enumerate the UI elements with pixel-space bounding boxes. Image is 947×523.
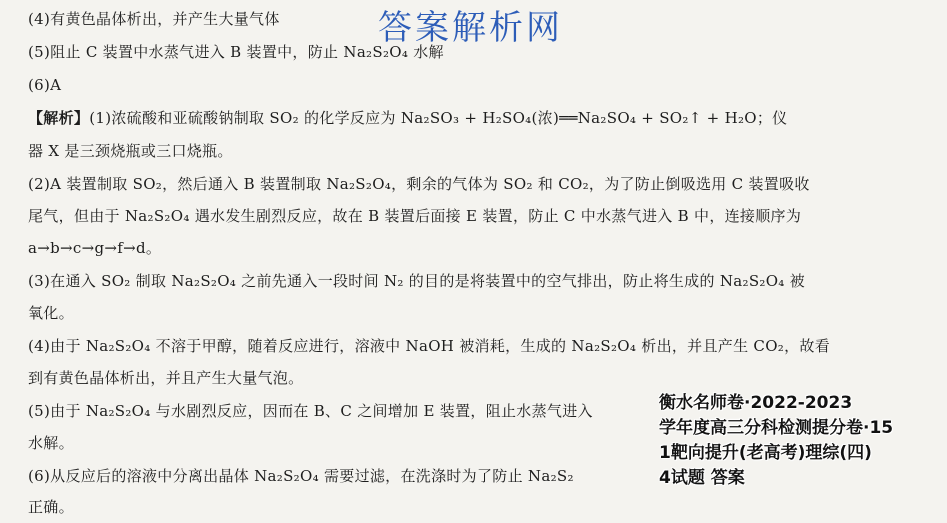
overlay-line-2: 学年度高三分科检测提分卷·15 <box>659 418 894 438</box>
analysis-p4-line2: 到有黄色晶体析出，并且产生大量气泡。 <box>28 369 304 387</box>
analysis-p4-line1: (4)由于 Na₂S₂O₄ 不溶于甲醇，随着反应进行，溶液中 NaOH 被消耗，生成的 Na₂S₂O₄ 析出，并且产生 CO₂，故看 <box>28 337 831 355</box>
overlay-line-4: 4试题 答案 <box>659 468 745 488</box>
answer-6: (6)A <box>28 76 62 94</box>
analysis-p6-line1: (6)从反应后的溶液中分离出晶体 Na₂S₂O₄ 需要过滤，在洗涤时为了防止 Na₂S₂ <box>28 467 574 485</box>
answer-4: (4)有黄色晶体析出，并产生大量气体 <box>28 10 280 28</box>
analysis-p1-text: (1)浓硫酸和亚硫酸钠制取 SO₂ 的化学反应为 Na₂SO₃ + H₂SO₄(浓)══Na₂SO₄ + SO₂↑ + H₂O；仪 <box>89 109 788 127</box>
answer-5: (5)阻止 C 装置中水蒸气进入 B 装置中，防止 Na₂S₂O₄ 水解 <box>28 43 444 61</box>
site-watermark: 答案解析网 <box>378 8 563 48</box>
analysis-p5-line2: 水解。 <box>28 434 74 452</box>
analysis-p3-line2: 氧化。 <box>28 304 74 322</box>
analysis-p2-line2: 尾气，但由于 Na₂S₂O₄ 遇水发生剧烈反应，故在 B 装置后面接 E 装置，防止 C 中水蒸气进入 B 中，连接顺序为 <box>28 207 802 225</box>
analysis-p1-line1 <box>28 108 787 128</box>
analysis-p6-line2: 正确。 <box>28 498 74 516</box>
overlay-line-1: 衡水名师卷·2022-2023 <box>659 393 853 413</box>
exam-title-overlay <box>659 391 944 491</box>
analysis-p1-line2: 器 X 是三颈烧瓶或三口烧瓶。 <box>28 142 233 160</box>
analysis-p3-line1: (3)在通入 SO₂ 制取 Na₂S₂O₄ 之前先通入一段时间 N₂ 的目的是将装置中的空气排出，防止将生成的 Na₂S₂O₄ 被 <box>28 272 805 290</box>
analysis-p2-line3: a→b→c→g→f→d。 <box>28 239 162 257</box>
overlay-line-3: 1靶向提升(老高考)理综(四) <box>659 443 872 463</box>
analysis-heading: 【解析】 <box>28 109 90 127</box>
analysis-p2-line1: (2)A 装置制取 SO₂，然后通入 B 装置制取 Na₂S₂O₄，剩余的气体为 SO₂ 和 CO₂，为了防止倒吸选用 C 装置吸收 <box>28 175 810 193</box>
analysis-p5-line1: (5)由于 Na₂S₂O₄ 与水剧烈反应，因而在 B、C 之间增加 E 装置，阻止水蒸气进入 <box>28 402 593 420</box>
